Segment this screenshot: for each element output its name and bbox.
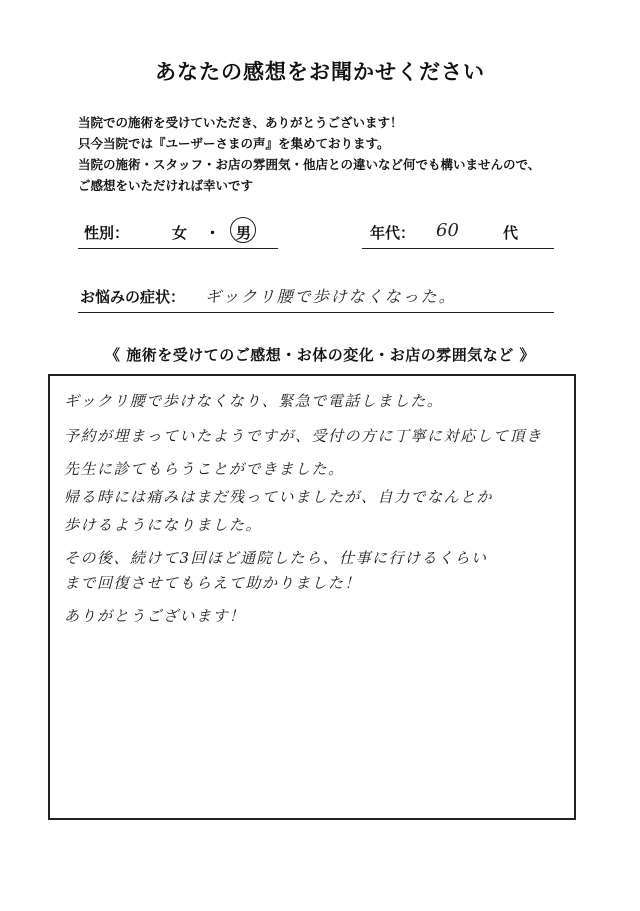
comment-line: 歩けるようになりました。	[64, 516, 263, 534]
symptom-label: お悩みの症状：	[80, 288, 186, 306]
comment-line: まで回復させてもらえて助かりました！	[64, 574, 362, 592]
symptom-underline	[78, 312, 554, 313]
intro-text	[78, 112, 540, 196]
age-label: 年代：	[370, 224, 416, 242]
intro-line: 当院での施術を受けていただき、ありがとうございます！	[78, 115, 403, 130]
gender-male-option[interactable]: 男	[236, 224, 252, 242]
gender-separator: ・	[205, 224, 221, 242]
gender-underline	[78, 248, 278, 249]
comment-line: 先生に診てもらうことができました。	[64, 460, 345, 478]
comment-line: 予約が埋まっていたようですが、受付の方に丁寧に対応して頂き	[64, 427, 543, 445]
selected-circle-mark	[230, 217, 256, 243]
gender-female-option[interactable]: 女	[172, 224, 188, 242]
comments-heading: 《 施術を受けてのご感想・お体の変化・お店の雰囲気など 》	[105, 346, 535, 364]
gender-label: 性別：	[84, 224, 130, 242]
comment-line: ギックリ腰で歩けなくなり、緊急で電話しました。	[64, 392, 444, 410]
comment-line: その後、続けて3回ほど通院したら、仕事に行けるくらい	[64, 549, 488, 567]
comment-line: ありがとうございます！	[64, 607, 246, 625]
symptom-value[interactable]: ギックリ腰で歩けなくなった。	[205, 287, 457, 306]
form-title: あなたの感想をお聞かせください	[155, 60, 485, 84]
intro-line: 当院の施術・スタッフ・お店の雰囲気・他店との違いなど何でも構いませんので、	[78, 157, 541, 172]
intro-line: ご感想をいただければ幸いです	[78, 178, 254, 193]
age-value[interactable]: 60	[436, 220, 459, 241]
age-underline	[362, 248, 554, 249]
comment-line: 帰る時には痛みはまだ残っていましたが、自力でなんとか	[64, 488, 494, 506]
intro-line: 只今当院では『ユーザーさまの声』を集めております。	[78, 136, 390, 151]
age-suffix: 代	[503, 224, 519, 242]
